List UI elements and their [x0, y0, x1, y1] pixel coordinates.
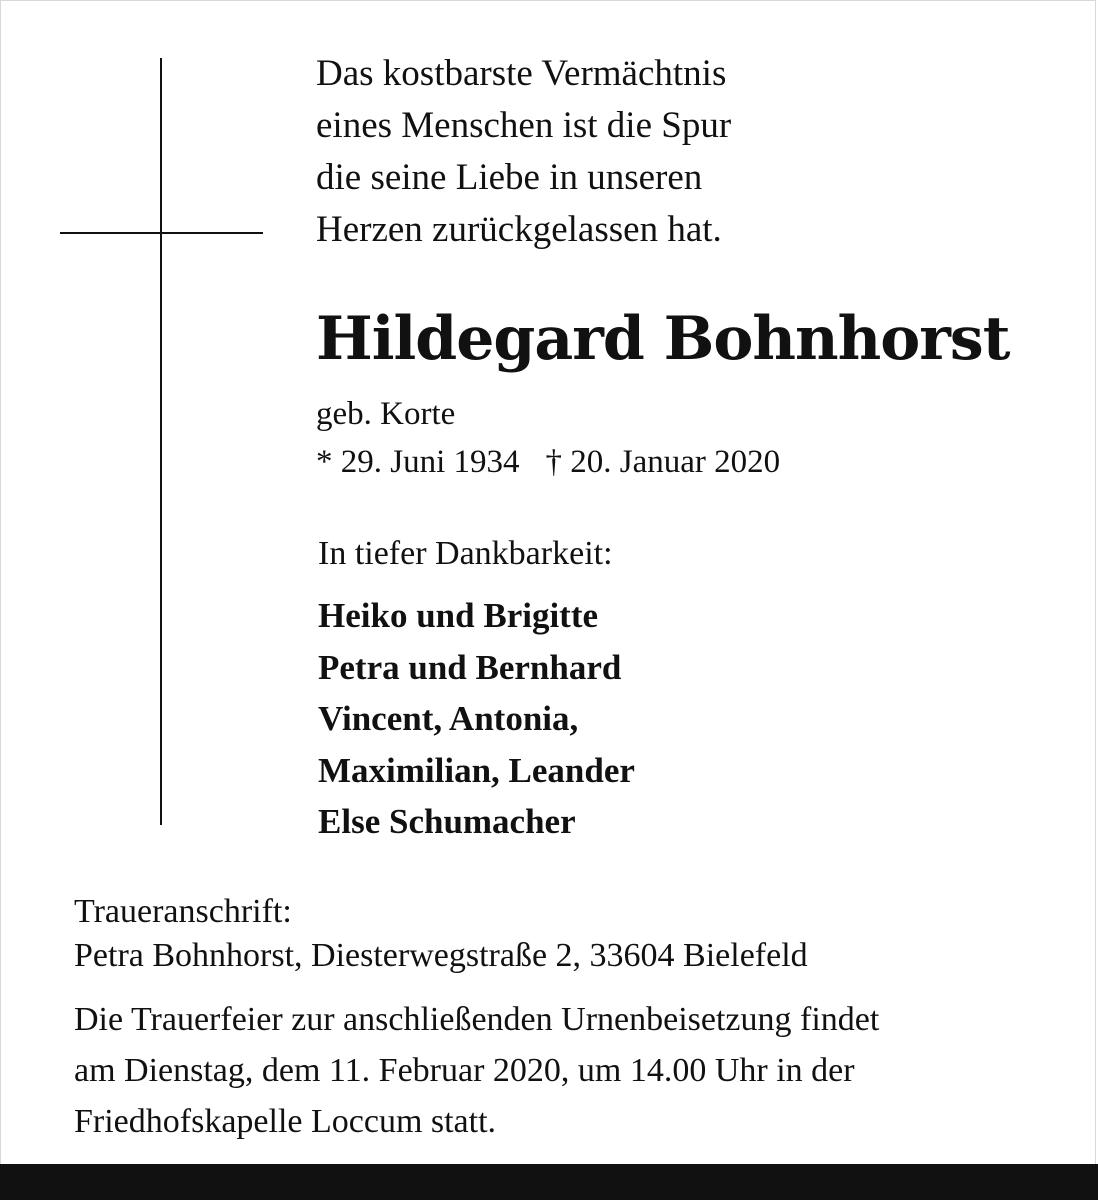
- life-dates: [316, 440, 780, 484]
- mourning-address: Petra Bohnhorst, Diesterwegstraße 2, 33604 Bielefeld: [74, 937, 808, 974]
- mourner-line: Maximilian, Leander: [318, 750, 635, 790]
- mourner-line: Else Schumacher: [318, 802, 576, 841]
- poem-line: eines Menschen ist die Spur: [316, 105, 732, 146]
- cross-vertical-beam: [160, 58, 162, 825]
- mourners-list: [318, 590, 635, 848]
- poem-line: die seine Liebe in unseren: [316, 157, 703, 198]
- deceased-name: Hildegard Bohnhorst: [316, 304, 1010, 374]
- mourner-line: Vincent, Antonia,: [318, 699, 579, 738]
- poem-line: Herzen zurückgelassen hat.: [316, 209, 722, 250]
- service-line: Die Trauerfeier zur anschließenden Urnenbeisetzung findet: [74, 1001, 880, 1038]
- service-announcement: [74, 994, 879, 1147]
- memorial-poem: [316, 48, 731, 256]
- mourner-line: Heiko und Brigitte: [318, 596, 599, 635]
- cross-horizontal-beam: [60, 232, 263, 234]
- gratitude-intro: In tiefer Dankbarkeit:: [318, 535, 613, 572]
- poem-line: Das kostbarste Vermächtnis: [316, 53, 727, 94]
- mourner-line: Petra und Bernhard: [318, 647, 622, 687]
- service-line: Friedhofskapelle Loccum statt.: [74, 1103, 497, 1140]
- birth-date: * 29. Juni 1934: [316, 444, 520, 480]
- service-line: am Dienstag, dem 11. Februar 2020, um 14.00 Uhr in der: [74, 1052, 855, 1089]
- death-date: † 20. Januar 2020: [545, 444, 781, 480]
- maiden-name: geb. Korte: [316, 396, 456, 432]
- address-label: Traueranschrift:: [74, 893, 292, 930]
- bottom-border-bar: [0, 1164, 1098, 1200]
